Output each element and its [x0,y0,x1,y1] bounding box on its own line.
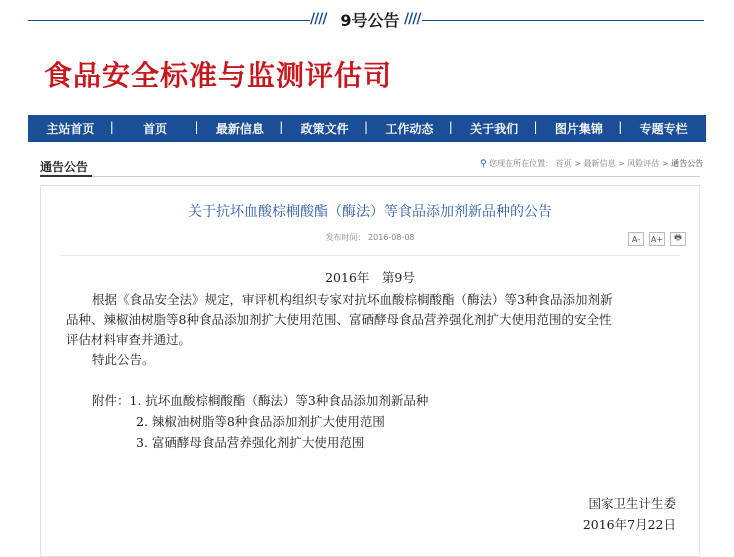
font-decrease-icon[interactable]: A- [628,232,644,246]
body-line: 品种、辣椒油树脂等8种食品添加剂扩大使用范围、富硒酵母食品营养强化剂扩大使用范围的安全性 [66,312,612,327]
nav-item-site-home[interactable]: 主站首页 [46,122,95,136]
print-icon[interactable]: 🖶 [670,232,686,246]
breadcrumb-prefix: 您现在所在位置： [489,159,554,168]
breadcrumb-separator: > [574,159,581,168]
main-nav [28,115,706,142]
signer: 国家卫生计生委 [588,496,676,511]
breadcrumb-current: 通告公告 [671,159,704,168]
breadcrumb-separator: > [618,159,625,168]
attachment-item: 附件：1. 抗坏血酸棕榈酸酯（酶法）等3种食品添加剂新品种 [92,393,429,408]
breadcrumb-home[interactable]: 首页 [555,159,572,168]
header-slash-left: //// [310,11,327,27]
signing-date: 2016年7月22日 [582,517,676,532]
nav-item-work-news[interactable]: | 工作动态 [367,120,452,137]
header-rule-right [422,20,704,21]
breadcrumb-risk[interactable]: 风险评估 [627,159,660,168]
font-increase-icon[interactable]: A+ [649,232,665,246]
attachment-item: 3. 富硒酵母食品营养强化剂扩大使用范围 [136,435,365,450]
article-tools [628,232,686,246]
site-brand: 食品安全标准与监测评估司 [44,59,393,92]
nav-item-home[interactable]: | 首页 [113,120,198,137]
section-title-underline [40,175,92,177]
article-title: 关于抗坏血酸棕榈酸酯（酶法）等食品添加剂新品种的公告 [188,204,552,220]
breadcrumb-latest[interactable]: 最新信息 [583,159,616,168]
nav-item-policy[interactable]: | 政策文件 [282,120,367,137]
breadcrumb-separator: > [661,159,669,168]
location-pin-icon: ⚲ [480,159,487,169]
closing-note: 特此公告。 [92,352,155,367]
body-line: 评估材料审查并通过。 [66,332,192,347]
body-line: 根据《食品安全法》规定，审评机构组织专家对抗坏血酸棕榈酸酯（酶法）等3种食品添加剂新 [92,292,613,307]
nav-item-latest[interactable]: | 最新信息 [198,120,283,137]
nav-item-topics[interactable]: | 专题专栏 [621,120,706,137]
breadcrumb [480,158,703,169]
publish-date: 发布时间： 2016-08-08 [325,233,415,242]
header-slash-right: //// [404,11,421,27]
nav-item-about[interactable]: | 关于我们 [452,120,537,137]
header-rule-left [28,20,310,21]
article-divider [60,255,680,256]
nav-item-gallery[interactable]: | 图片集锦 [537,120,622,137]
notice-number: 2016年 第9号 [325,270,415,285]
section-divider [40,176,700,177]
attachment-item: 2. 辣椒油树脂等8种食品添加剂扩大使用范围 [136,414,385,429]
header-title: 9号公告 [340,11,400,30]
section-title: 通告公告 [40,160,89,174]
